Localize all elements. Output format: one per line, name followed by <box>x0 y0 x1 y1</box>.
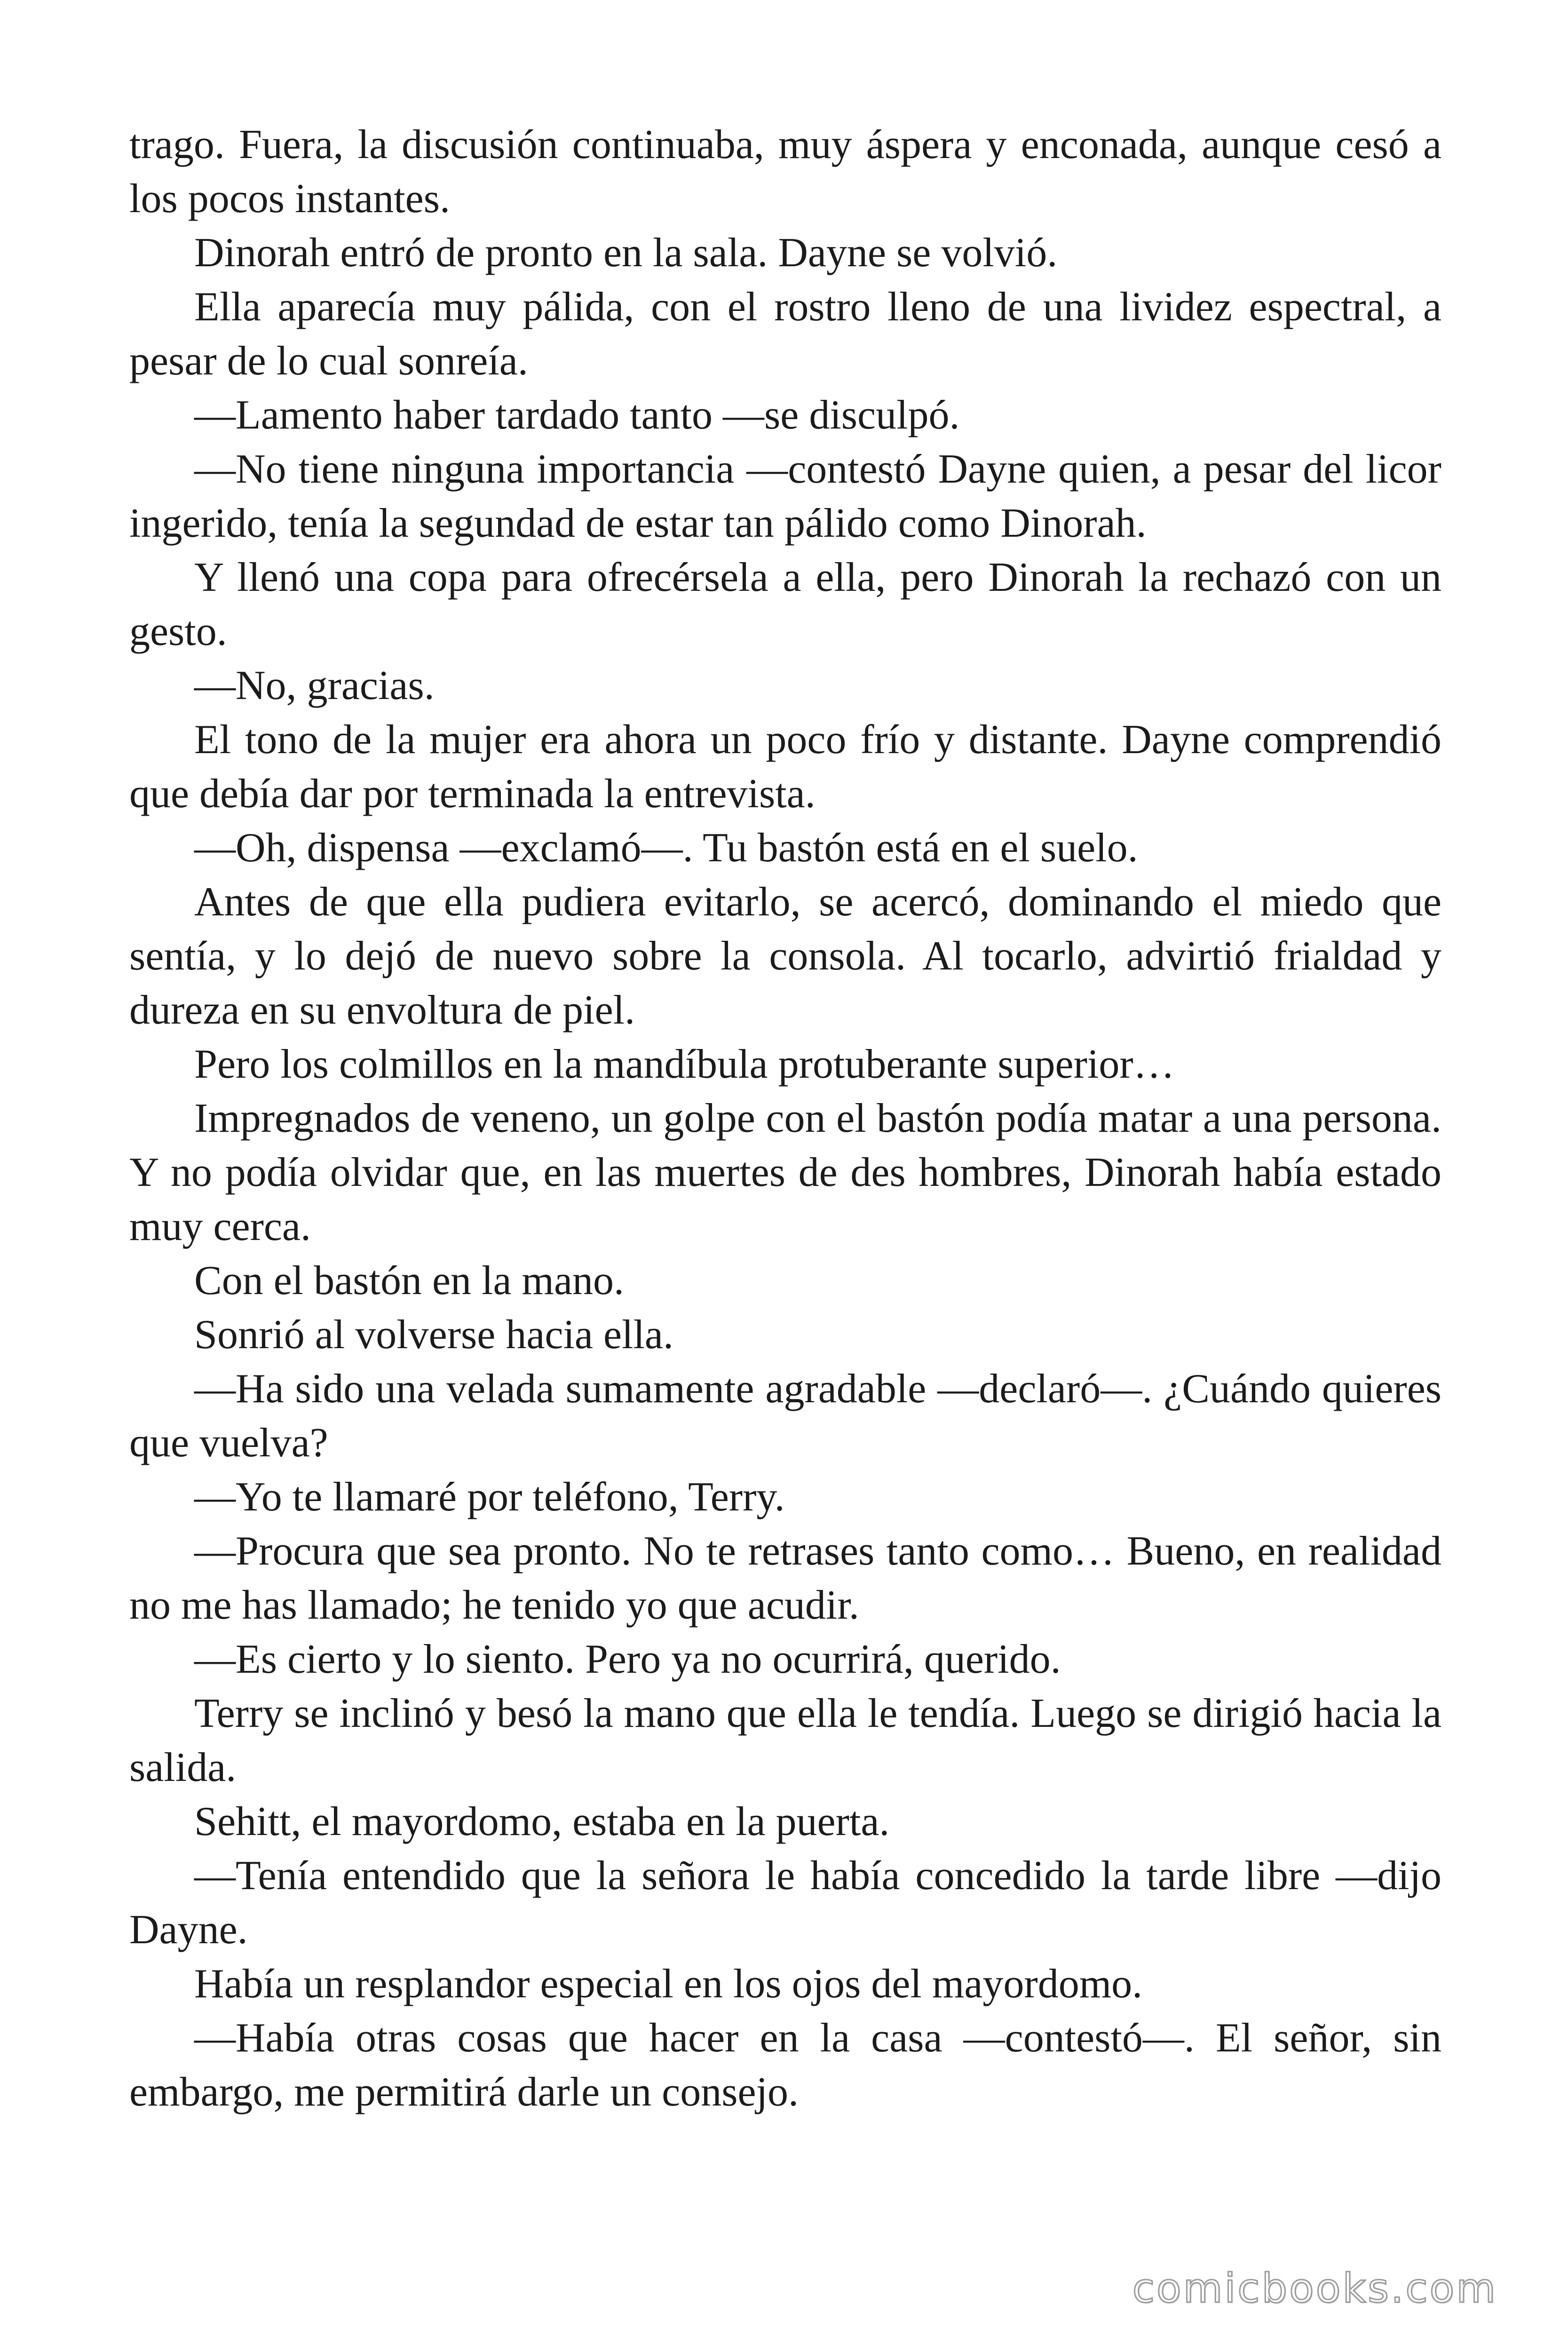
paragraph: —Yo te llamaré por teléfono, Terry. <box>194 1474 785 1520</box>
paragraph: trago. Fuera, la discusión continuaba, muy áspera y enconada, aunque cesó a los pocos instantes. <box>129 122 1441 222</box>
paragraph: Con el bastón en la mano. <box>194 1258 625 1303</box>
paragraph: Antes de que ella pudiera evitarlo, se acercó, dominando el miedo que sentía, y lo dejó de nuevo sobre la consola. Al tocarlo, advirtió frialdad y dureza en su envoltura de piel. <box>129 879 1441 1033</box>
watermark: comicbooks.com <box>1132 2265 1497 2312</box>
paragraph: —Tenía entendido que la señora le había concedido la tarde libre —dijo Dayne. <box>129 1853 1441 1953</box>
paragraph: Ella aparecía muy pálida, con el rostro lleno de una lividez espectral, a pesar de lo cual sonreía. <box>129 284 1441 384</box>
paragraph: —Es cierto y lo siento. Pero ya no ocurrirá, querido. <box>194 1637 1061 1682</box>
paragraph: Dinorah entró de pronto en la sala. Dayne se volvió. <box>194 230 1058 276</box>
paragraph: Sehitt, el mayordomo, estaba en la puerta. <box>194 1799 890 1844</box>
paragraph: Impregnados de veneno, un golpe con el bastón podía matar a una persona. Y no podía olvidar que, en las muertes de des hombres, Dinorah había estado muy cerca. <box>129 1096 1441 1249</box>
paragraph: Sonrió al volverse hacia ella. <box>194 1312 673 1358</box>
paragraph: Pero los colmillos en la mandíbula protuberante superior… <box>194 1041 1175 1087</box>
paragraph: —Procura que sea pronto. No te retrases tanto como… Bueno, en realidad no me has llamado; he tenido yo que acudir. <box>129 1528 1441 1628</box>
paragraph: Terry se inclinó y besó la mano que ella le tendía. Luego se dirigió hacia la salida. <box>129 1691 1441 1790</box>
paragraph: El tono de la mujer era ahora un poco frío y distante. Dayne comprendió que debía dar por terminada la entrevista. <box>129 717 1441 817</box>
paragraph: —No tiene ninguna importancia —contestó Dayne quien, a pesar del licor ingerido, tenía la segundad de estar tan pálido como Dinorah. <box>129 446 1441 546</box>
page-body <box>129 118 1441 2119</box>
paragraph: —No, gracias. <box>194 663 435 708</box>
paragraph: —Ha sido una velada sumamente agradable —declaró—. ¿Cuándo quieres que vuelva? <box>129 1366 1441 1466</box>
paragraph: —Lamento haber tardado tanto —se disculpó. <box>194 392 960 438</box>
paragraph: —Oh, dispensa —exclamó—. Tu bastón está en el suelo. <box>194 825 1138 871</box>
paragraph: —Había otras cosas que hacer en la casa —contestó—. El señor, sin embargo, me permitirá darle un consejo. <box>129 2015 1441 2115</box>
paragraph: Había un resplandor especial en los ojos del mayordomo. <box>194 1961 1143 2007</box>
paragraph: Y llenó una copa para ofrecérsela a ella, pero Dinorah la rechazó con un gesto. <box>129 555 1441 654</box>
